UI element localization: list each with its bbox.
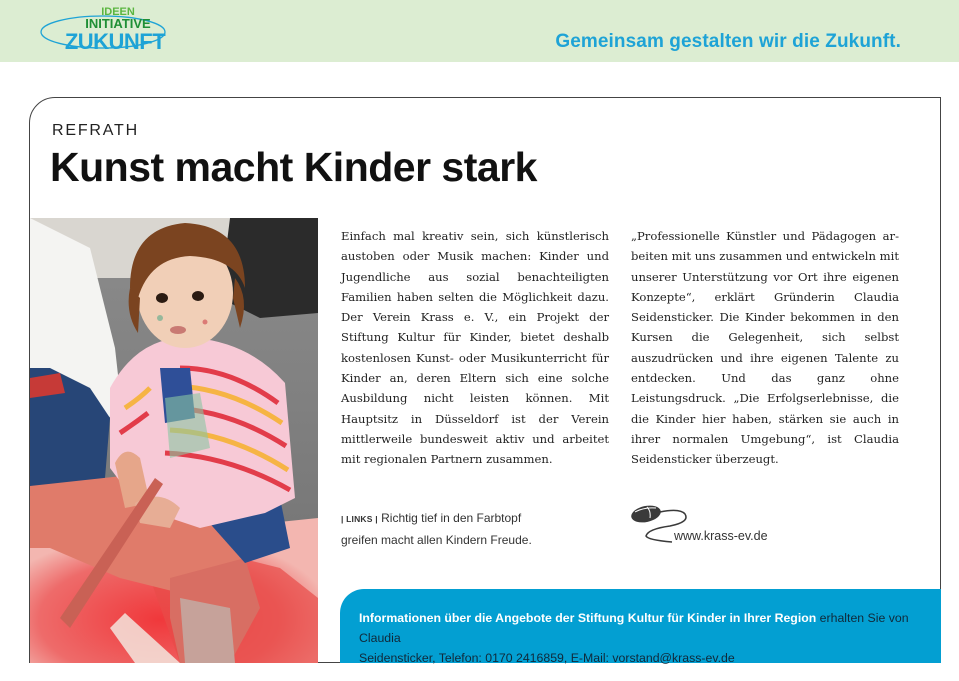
article-column-right: „Professionelle Künstler und Pädagogen arbeiten mit uns zusammen und entwickeln mit unserer Unterstützung vor Ort ihre eigenen Konzepte“, erklärt Gründerin Claudia Seidensticker. Die Kinder bekommen in den Kursen die Gelegenheit, sich selbst auszudrücken und ihre eigenen Talente zu entdecken. Und das ganz ohne Leistungsdruck. „Die Erfolgserlebnisse, die die Kinder hier haben, stärken sie auch in ihrer normalen Umgebung“, ist Claudia Seidensticker überzeugt. <box>631 229 899 467</box>
info-box-bold-text: Informationen über die Angebote der Stiftung Kultur für Kinder in Ihrer Region <box>359 611 817 625</box>
article-headline: Kunst macht Kinder stark <box>50 144 537 190</box>
info-box-rest-text: erhalten Sie von Claudia <box>359 611 909 645</box>
article-column-left: Einfach mal kreativ sein, sich künstlerisch austoben oder Musik machen: Kinder und Jugendliche aus sozial benachteiligten Familien haben selten die Möglichkeit dazu. Der Verein Krass e. V., ein Projekt der Stiftung Kultur für Kinder, bietet deshalb kostenlosen Kunst- oder Musikunterricht für Kinder an, deren Eltern sich eine solche Ausbildung nicht leisten können. Mit Hauptsitz in Düsseldorf ist der Verein mittlerweile bundesweit aktiv und arbeitet mit regionalen Partnern zusammen. <box>341 229 609 467</box>
krass-website-link[interactable]: www.krass-ev.de <box>674 529 768 543</box>
caption-position-tag: | LINKS | <box>341 514 378 524</box>
photo-image-icon <box>30 218 318 663</box>
caption-text: Richtig tief in den Farbtopf greifen macht allen Kindern Freude. <box>341 511 532 547</box>
logo-line-ideen: IDEEN <box>101 6 135 18</box>
header-band <box>0 0 959 62</box>
article-kicker: REFRATH <box>52 122 139 139</box>
tagline: Gemeinsam gestalten wir die Zukunft. <box>555 31 901 52</box>
photo-caption <box>341 508 541 551</box>
info-box-contact-line: Seidensticker, Telefon: 0170 2416859, E-Mail: vorstand@krass-ev.de <box>359 651 735 665</box>
ideen-initiative-zukunft-logo <box>38 4 168 54</box>
contact-info-box <box>340 589 941 663</box>
logo-line-zukunft: ZUKUNFT <box>64 29 166 54</box>
logo-line-initiative: INITIATIVE <box>85 16 151 31</box>
article-photo <box>30 218 318 663</box>
